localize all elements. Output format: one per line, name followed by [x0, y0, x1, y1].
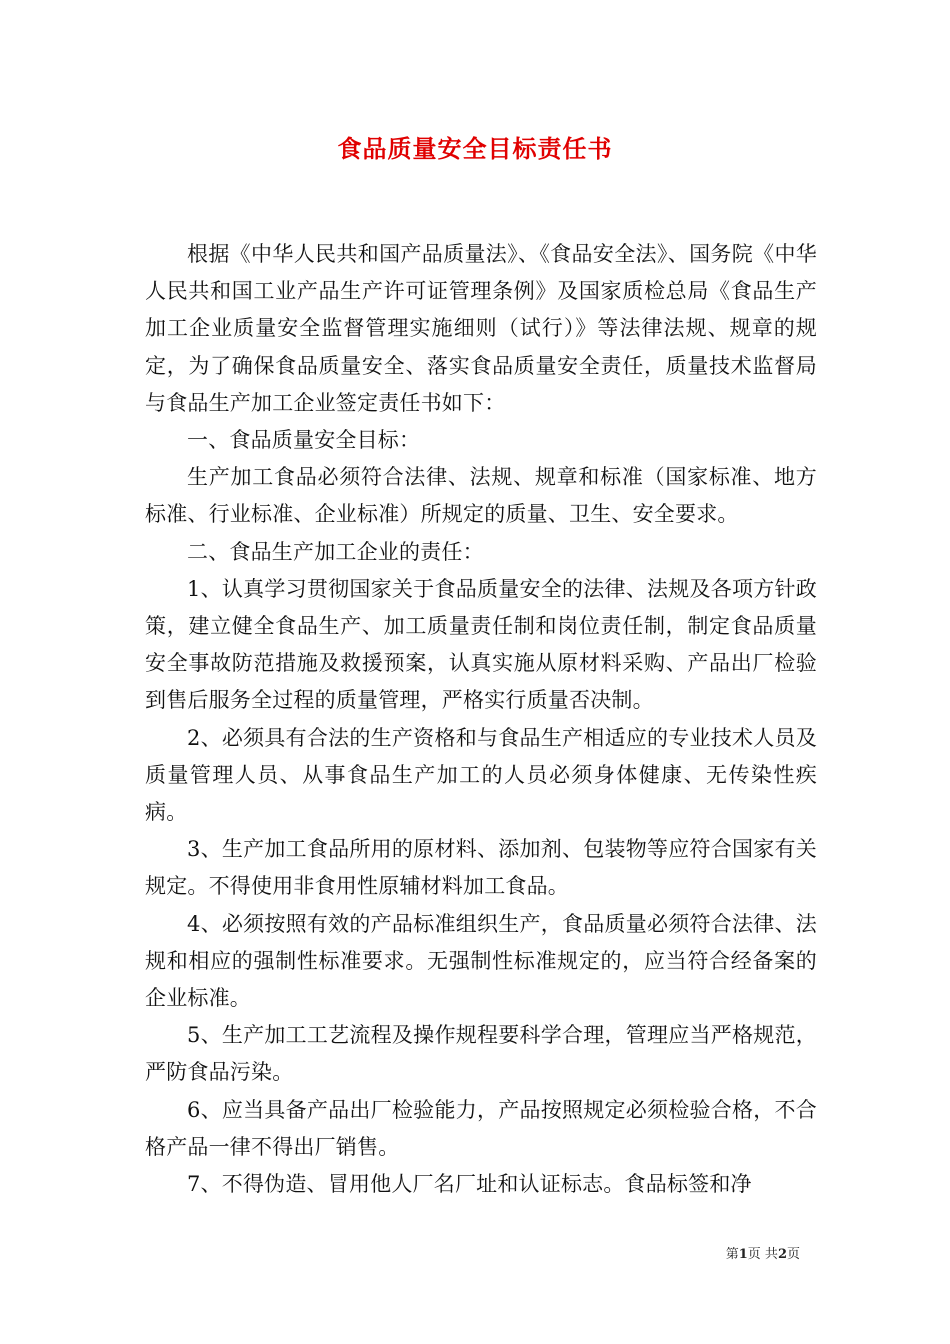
paragraph-item-3: 3、生产加工食品所用的原材料、添加剂、包装物等应符合国家有关规定。不得使用非食用性原辅材料加工食品。 — [145, 837, 817, 899]
footer-suffix: 页 — [786, 1247, 800, 1262]
paragraph-item-4: 4、必须按照有效的产品标准组织生产，食品质量必须符合法律、法规和相应的强制性标准要求。无强制性标准规定的，应当符合经备案的企业标准。 — [145, 911, 817, 1011]
paragraph-item-1: 1、认真学习贯彻国家关于食品质量安全的法律、法规及各项方针政策，建立健全食品生产、加工质量责任制和岗位责任制，制定食品质量安全事故防范措施及救援预案，认真实施从原材料采购、产品出厂检验到售后服务全过程的质量管理，严格实行质量否决制。 — [145, 576, 817, 713]
total-page-number: 2 — [777, 1247, 787, 1262]
footer-middle: 页 共 — [747, 1247, 778, 1262]
paragraph-item-7: 7、不得伪造、冒用他人厂名厂址和认证标志。食品标签和净 — [187, 1172, 752, 1197]
heading-section-2: 二、食品生产加工企业的责任： — [187, 539, 484, 564]
paragraph-item-2: 2、必须具有合法的生产资格和与食品生产相适应的专业技术人员及质量管理人员、从事食品生产加工的人员必须身体健康、无传染性疾病。 — [145, 725, 817, 825]
footer-prefix: 第 — [725, 1247, 739, 1262]
paragraph-goal: 生产加工食品必须符合法律、法规、规章和标准（国家标准、地方标准、行业标准、企业标准）所规定的质量、卫生、安全要求。 — [145, 465, 817, 527]
paragraph-intro: 根据《中华人民共和国产品质量法》、《食品安全法》、国务院《中华人民共和国工业产品生产许可证管理条例》及国家质检总局《食品生产加工企业质量安全监督管理实施细则（试行）》等法律法规、规章的规定，为了确保食品质量安全、落实食品质量安全责任，质量技术监督局与食品生产加工企业签定责任书如下： — [145, 242, 817, 415]
paragraph-item-5: 5、生产加工工艺流程及操作规程要科学合理，管理应当严格规范，严防食品污染。 — [145, 1023, 817, 1085]
heading-section-1: 一、食品质量安全目标： — [187, 428, 421, 453]
page-number-footer — [726, 1246, 800, 1264]
current-page-number: 1 — [738, 1247, 748, 1262]
paragraph-item-6: 6、应当具备产品出厂检验能力，产品按照规定必须检验合格，不合格产品一律不得出厂销售。 — [145, 1097, 817, 1159]
document-body — [145, 236, 817, 1203]
document-title: 食品质量安全目标责任书 — [337, 134, 613, 163]
